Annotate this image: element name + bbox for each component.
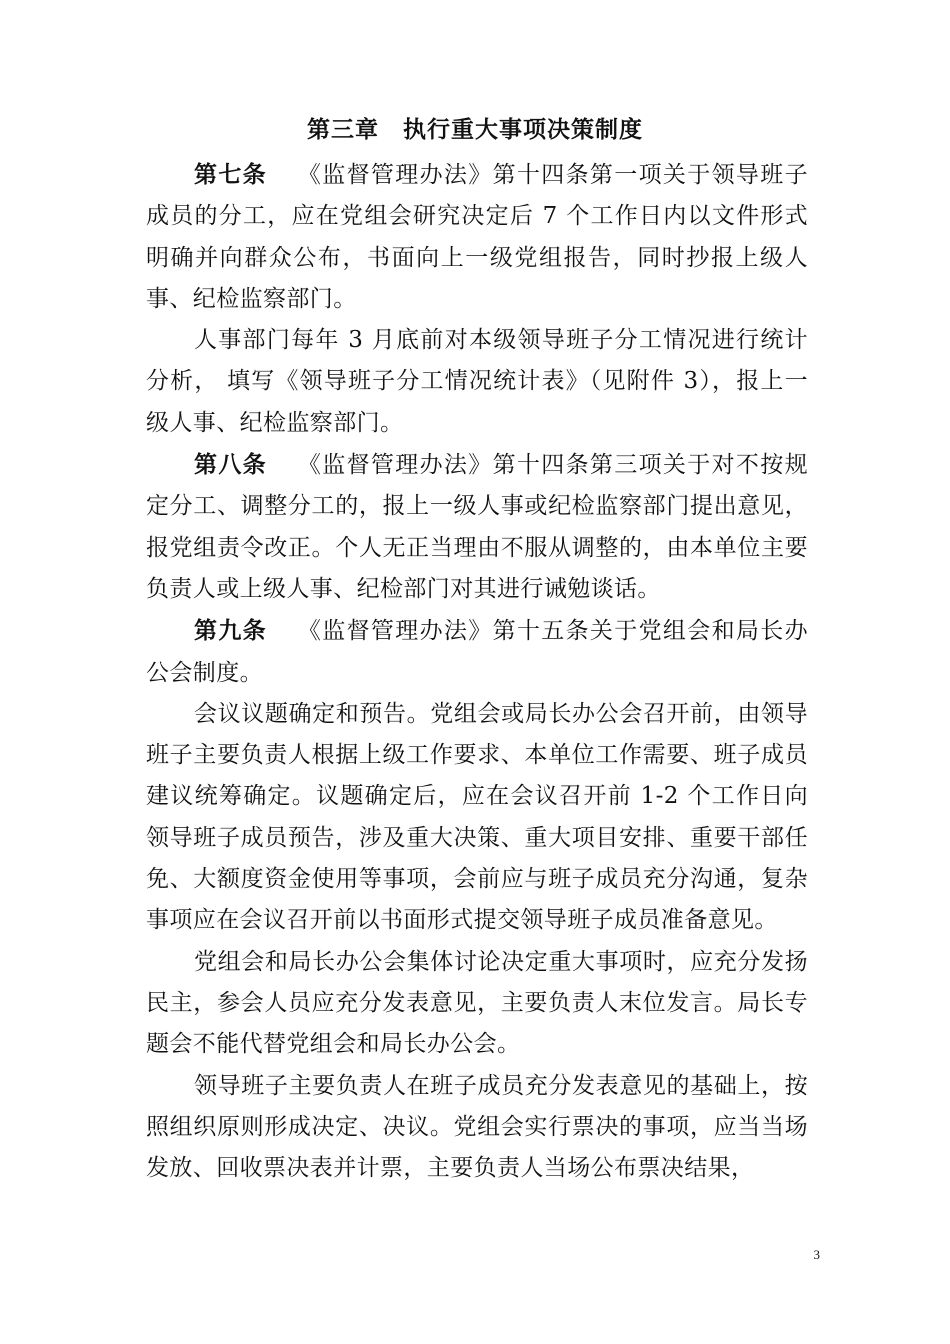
article-label: 第八条 xyxy=(194,451,267,479)
article-label: 第九条 xyxy=(194,617,267,645)
paragraph-text: 《监督管理办法》第十五条关于党组会和局长办公会制度。 xyxy=(146,618,808,686)
paragraph-article-9 xyxy=(146,610,808,694)
paragraph-article-8 xyxy=(146,444,808,610)
paragraph-text: 党组会和局长办公会集体讨论决定重大事项时，应充分发扬民主，参会人员应充分发表意见，主要负责人末位发言。局长专题会不能代替党组会和局长办公会。 xyxy=(146,948,808,1058)
paragraph-text: 《监督管理办法》第十四条第一项关于领导班子成员的分工，应在党组会研究决定后 7 个工作日内以文件形式明确并向群众公布，书面向上一级党组报告，同时抄报上级人事、纪检监察部门。 xyxy=(146,162,808,312)
page-number: 3 xyxy=(813,1247,820,1262)
paragraph-text: 人事部门每年 3 月底前对本级领导班子分工情况进行统计分析， 填写《领导班子分工情况统计表》（见附件 3），报上一级人事、纪检监察部门。 xyxy=(146,327,808,436)
paragraph-text: 《监督管理办法》第十四条第三项关于对不按规定分工、调整分工的，报上一级人事或纪检监察部门提出意见，报党组责令改正。个人无正当理由不服从调整的，由本单位主要负责人或上级人事、纪检部门对其进行诫勉谈话。 xyxy=(146,452,808,602)
paragraph-text: 会议议题确定和预告。党组会或局长办公会召开前，由领导班子主要负责人根据上级工作要求、本单位工作需要、班子成员建议统筹确定。议题确定后，应在会议召开前 1-2 个工作日向领导班子成员预告，涉及重大决策、重大项目安排、重要干部任免、大额度资金使用等事项，会前应与班子成员充分沟通，复杂事项应在会议召开前以书面形式提交领导班子成员准备意见。 xyxy=(146,700,808,934)
paragraph xyxy=(146,320,808,444)
paragraph xyxy=(146,694,808,942)
paragraph-text: 领导班子主要负责人在班子成员充分发表意见的基础上，按照组织原则形成决定、决议。党组会实行票决的事项，应当当场发放、回收票决表并计票，主要负责人当场公布票决结果， xyxy=(146,1072,808,1182)
chapter-title: 第三章 执行重大事项决策制度 xyxy=(307,116,643,143)
article-label: 第七条 xyxy=(194,161,267,188)
body-text xyxy=(146,154,808,1189)
paragraph-article-7 xyxy=(146,154,808,320)
paragraph xyxy=(146,1066,808,1190)
paragraph xyxy=(146,942,808,1066)
